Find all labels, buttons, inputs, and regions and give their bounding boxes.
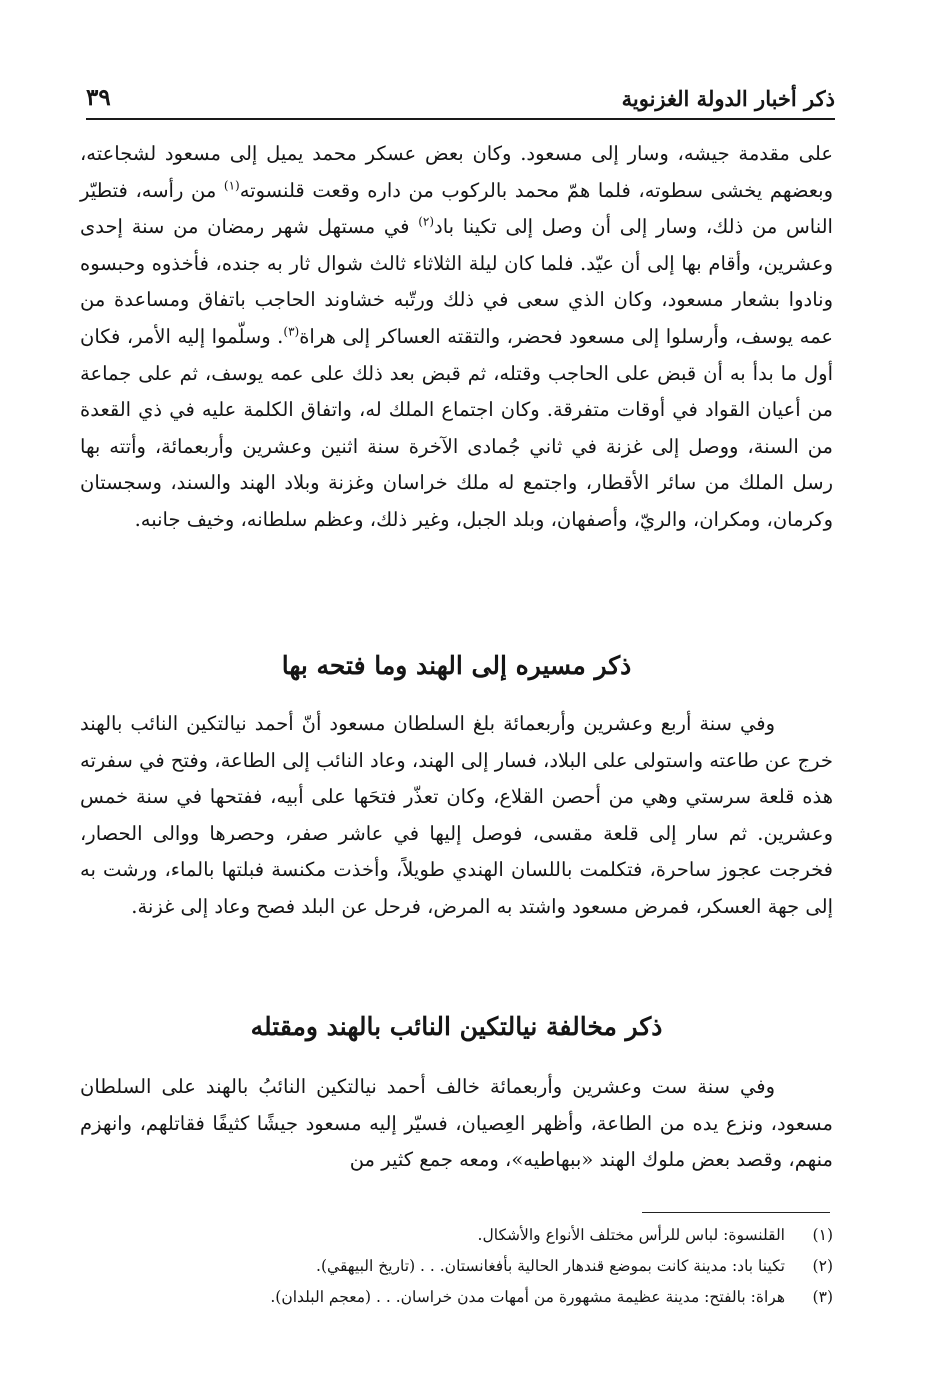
section-heading: ذكر مسيره إلى الهند وما فتحه بها xyxy=(281,651,632,680)
running-header xyxy=(86,84,835,120)
page-number: ٣٩ xyxy=(86,84,111,111)
section-paragraph xyxy=(80,1069,833,1179)
running-title: ذكر أخبار الدولة الغزنوية xyxy=(621,86,835,111)
paragraph-text-part: على مقدمة جيشه، وسار إلى مسعود. وكان بعض عسكر محمد يميل إلى مسعود لشجاعته، وبعضهم يخشى سطوته، فلما همّ محمد بالركوب من داره وقعت قلنسوته xyxy=(80,142,833,202)
section-paragraph xyxy=(80,706,833,926)
footnote-marker-3: (٣) xyxy=(283,324,300,339)
paragraph-text xyxy=(80,136,833,539)
footnote xyxy=(80,1220,833,1251)
footnotes xyxy=(80,1220,833,1313)
paragraph-text-part: . وسلّموا إليه الأمر، فكان أول ما بدأ به أن قبض على الحاجب وقتله، ثم قبض بعد ذلك على عمه يوسف، ثم على جماعة من أعيان القواد في أوقات متفرقة. وكان اجتماع الملك له، واتفاق الكلمة عليه في ذي القعدة من السنة، ووصل إلى غزنة في ثاني جُمادى الآخرة سنة اثنين وعشرين وأربعمائة، وأتته بها رسل الملك من سائر الأقطار، واجتمع له ملك خراسان وغزنة وبلاد الهند والسند، وسجستان وكرمان، ومكران، والريّ، وأصفهان، وبلد الجبل، وغير ذلك، وعظم سلطانه، وخيف جانبه. xyxy=(80,324,833,531)
footnote-text: هراة: بالفتح: مدينة عظيمة مشهورة من أمهات مدن خراسان. . . (معجم البلدان). xyxy=(270,1288,785,1306)
footnote-text: تكينا باد: مدينة كانت بموضع قندهار الحالية بأفغانستان. . . (تاريخ البيهقي). xyxy=(316,1257,785,1275)
paragraph-text-part: في مستهل شهر رمضان من سنة إحدى وعشرين، وأقام بها إلى أن عيّد. فلما كان ليلة الثلاثاء ثالث شوال ثار به جنده، فأخذوه وحبسوه ونادوا بشعار مسعود، وكان الذي سعى في ذلك ورتّبه خشاوند الحاجب باتفاق ومساعدة من عمه يوسف، وأرسلوا إلى مسعود فحضر، والتقته العساكر إلى هراة xyxy=(80,215,833,348)
paragraph-text: وفي سنة ست وعشرين وأربعمائة خالف أحمد نيالتكين النائبُ بالهند على السلطان مسعود، ونزع يده من الطاعة، وأظهر العِصيان، فسيّر إليه مسعود جيشًا كثيفًا فقاتلهم، وانهزم منهم، وقصد بعض ملوك الهند «ببهاطيه»، ومعه جمع كثير من xyxy=(80,1075,833,1172)
paragraph-text: وفي سنة أربع وعشرين وأربعمائة بلغ السلطان مسعود أنّ أحمد نيالتكين النائب بالهند خرج عن طاعته واستولى على البلاد، فسار إلى الهند، وعاد النائب إلى الطاعة، وفتح في سفرته هذه قلعة سرستي وهي من أحصن القلاع، وكان تعذّر فتحَها على أبيه، ففتحها في سنة خمس وعشرين. ثم سار إلى قلعة مقسى، فوصل إليها في عاشر صفر، وحصرها ووالى الحصار، فخرجت عجوز ساحرة، فتكلمت باللسان الهندي طويلاً، وأخذت مكنسة فبلتها بالماء، ورشت به إلى جهة العسكر، فمرض مسعود واشتد به المرض، فرحل عن البلد فصح وعاد إلى غزنة. xyxy=(80,712,833,918)
footnote xyxy=(80,1282,833,1313)
footnote-divider xyxy=(642,1212,830,1213)
footnote-number: (٢) xyxy=(812,1257,833,1275)
continued-paragraph xyxy=(80,136,833,539)
section-heading: ذكر مخالفة نيالتكين النائب بالهند ومقتله xyxy=(250,1012,663,1041)
footnote-text: القلنسوة: لباس للرأس مختلف الأنواع والأشكال. xyxy=(477,1226,785,1244)
footnote xyxy=(80,1251,833,1282)
footnote-number: (١) xyxy=(812,1226,833,1244)
footnote-marker-2: (٢) xyxy=(418,214,435,229)
paragraph-text-part: من رأسه، فتطيّر الناس من ذلك، وسار إلى أن وصل إلى تكينا باد xyxy=(80,178,833,239)
footnote-number: (٣) xyxy=(812,1288,833,1306)
footnote-marker-1: (١) xyxy=(223,178,240,193)
